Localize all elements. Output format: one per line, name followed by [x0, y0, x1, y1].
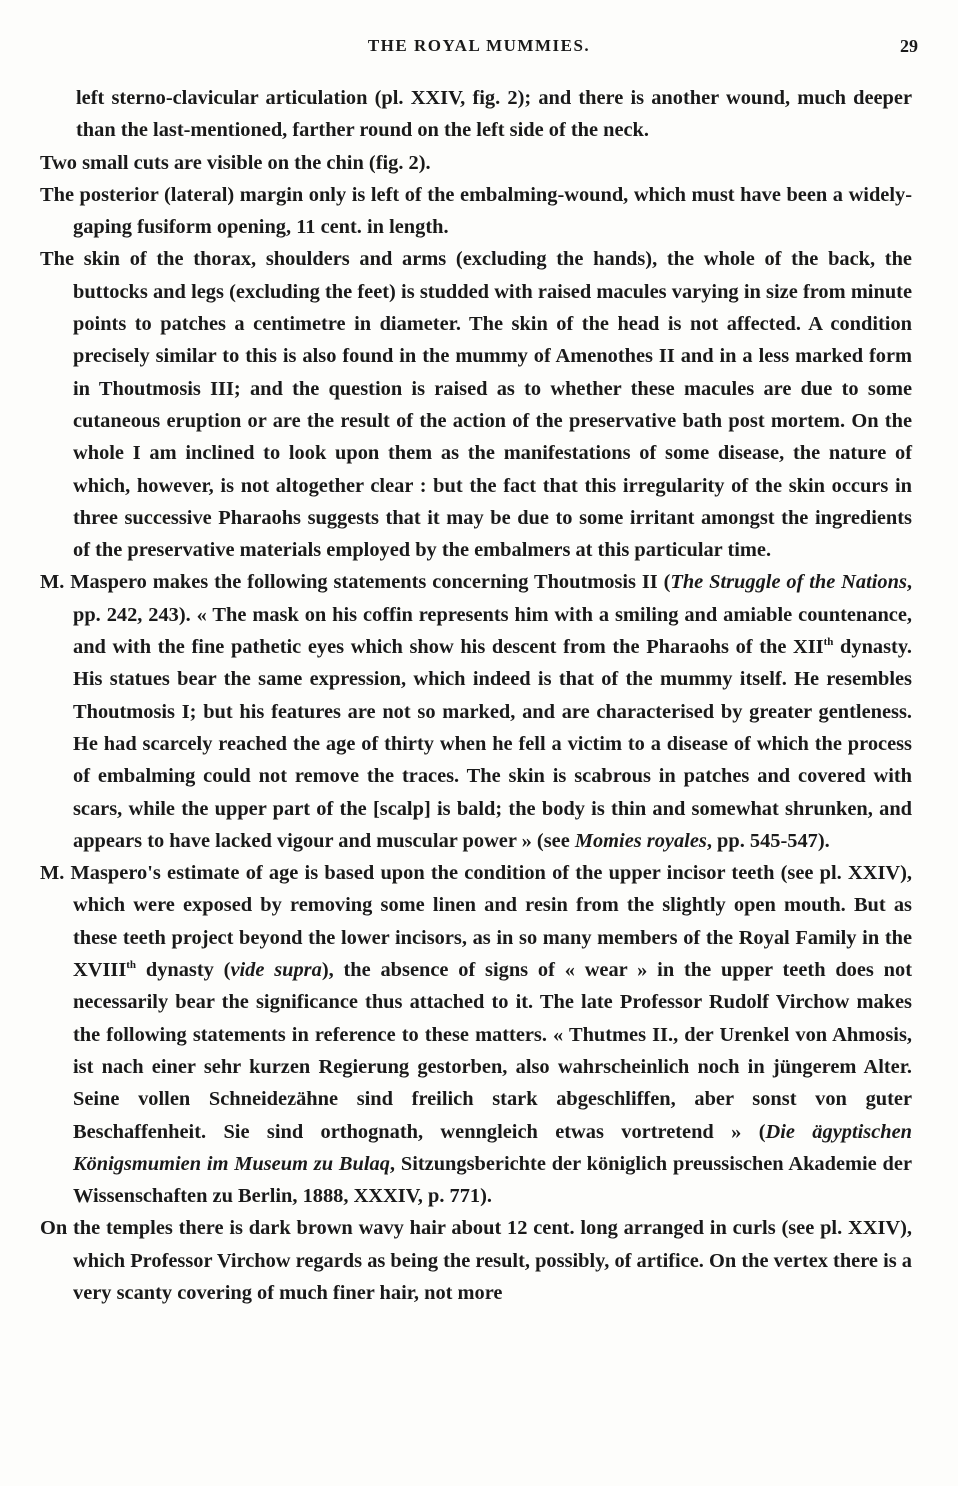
italic-phrase: vide supra	[230, 959, 322, 982]
paragraph-text: The skin of the thorax, shoulders and arms (excluding the hands), the whole of the back, the buttocks and legs (excluding the feet) is studded with raised macules varying in size from minute points to patches a centimetre in diameter. The skin of the head is not affected. A condition precisely similar to this is also found in the mummy of Amenothes II and in a less marked form in Thoutmosis III; and the question is raised as to whether these macules are due to some cutaneous eruption or are the result of the action of the preservative bath post mortem. On the whole I am inclined to look upon them as the manifestations of some disease, the nature of which, however, is not altogether clear : but the fact that this irregularity of the skin occurs in three successive Pharaohs suggests that it may be due to some irritant amongst the ingredients of the preservative materials employed by the embalmers at this particular time.	[40, 248, 912, 562]
paragraph-text: On the temples there is dark brown wavy hair about 12 cent. long arranged in curls (see pl. XXIV), which Professor Virchow regards as being the result, possibly, of artifice. On the vertex there is a very scanty covering of much finer hair, not more	[40, 1217, 912, 1304]
text-run: , pp. 545-547).	[706, 829, 830, 852]
text-run: M. Maspero makes the following statements concerning Thoutmosis II (	[40, 571, 671, 594]
paragraph-maspero-statements	[40, 566, 912, 857]
paragraph-text: Two small cuts are visible on the chin (fig. 2).	[40, 151, 431, 174]
paragraph-text: The posterior (lateral) margin only is left of the embalming-wound, which must have been a widely-gaping fusiform opening, 11 cent. in length.	[40, 183, 912, 239]
paragraph-age-estimate	[40, 857, 912, 1212]
running-title: THE ROYAL MUMMIES.	[367, 36, 591, 55]
italic-title: Die ägyptischen Königsmumien im Museum zu Bulaq	[73, 1120, 912, 1175]
text-run: ), the absence of signs of « wear » in the upper teeth does not necessarily bear the significance thus attached to it. The late Professor Rudolf Virchow makes the following statements in reference to these matters. « Thutmes II., der Urenkel von Ahmosis, ist nach einer sehr kurzen Regierung gestorben, also wahrscheinlich noch in jüngerem Alter. Seine vollen Schneidezähne sind freilich stark abgeschliffen, aber sonst von guter Beschaffenheit. Sie sind orthognath, wenngleich etwas vortretend » (	[73, 959, 912, 1143]
paragraph	[40, 147, 912, 179]
text-run: M. Maspero's estimate of age is based upon the condition of the upper incisor teeth (see pl. XXIV), which were exposed by removing some linen and resin from the slightly open mouth. But as these teeth project beyond the lower incisors, as in so many members of the Royal Family in the XVIII	[40, 862, 912, 982]
body-text	[40, 82, 912, 1309]
text-run: , pp. 242, 243). « The mask on his coffin represents him with a smiling and amiable countenance, and with the fine pathetic eyes which show his descent from the Pharaohs of the XII	[73, 571, 912, 659]
paragraph	[40, 1212, 912, 1309]
superscript: th	[823, 636, 834, 649]
superscript: th	[126, 959, 137, 972]
paragraph	[40, 179, 912, 244]
paragraph-continued	[40, 82, 912, 147]
page-number: 29	[900, 36, 918, 56]
paragraph-text: left sterno-clavicular articulation (pl. XXIV, fig. 2); and there is another wound, much deeper than the last-mentioned, farther round on the left side of the neck.	[76, 87, 912, 142]
text-run: dynasty (	[136, 959, 231, 982]
text-run: , Sitzungsberichte der königlich preussischen Akademie der Wissenschaften zu Berlin, 1888, XXXIV, p. 771).	[73, 1152, 912, 1208]
italic-title: Momies royales	[574, 829, 707, 852]
text-run: dynasty. His statues bear the same expression, which indeed is that of the mummy itself. He resembles Thoutmosis I; but his features are not so marked, and are characterised by greater gentleness. He had scarcely reached the age of thirty when he fell a victim to a disease of which the process of embalming could not remove the traces. The skin is scabrous in patches and covered with scars, while the upper part of the [scalp] is bald; the body is thin and somewhat shrunken, and appears to have lacked vigour and muscular power » (see	[73, 636, 912, 852]
italic-title: The Struggle of the Nations	[670, 571, 907, 594]
paragraph	[40, 243, 912, 566]
page-header	[40, 32, 918, 62]
